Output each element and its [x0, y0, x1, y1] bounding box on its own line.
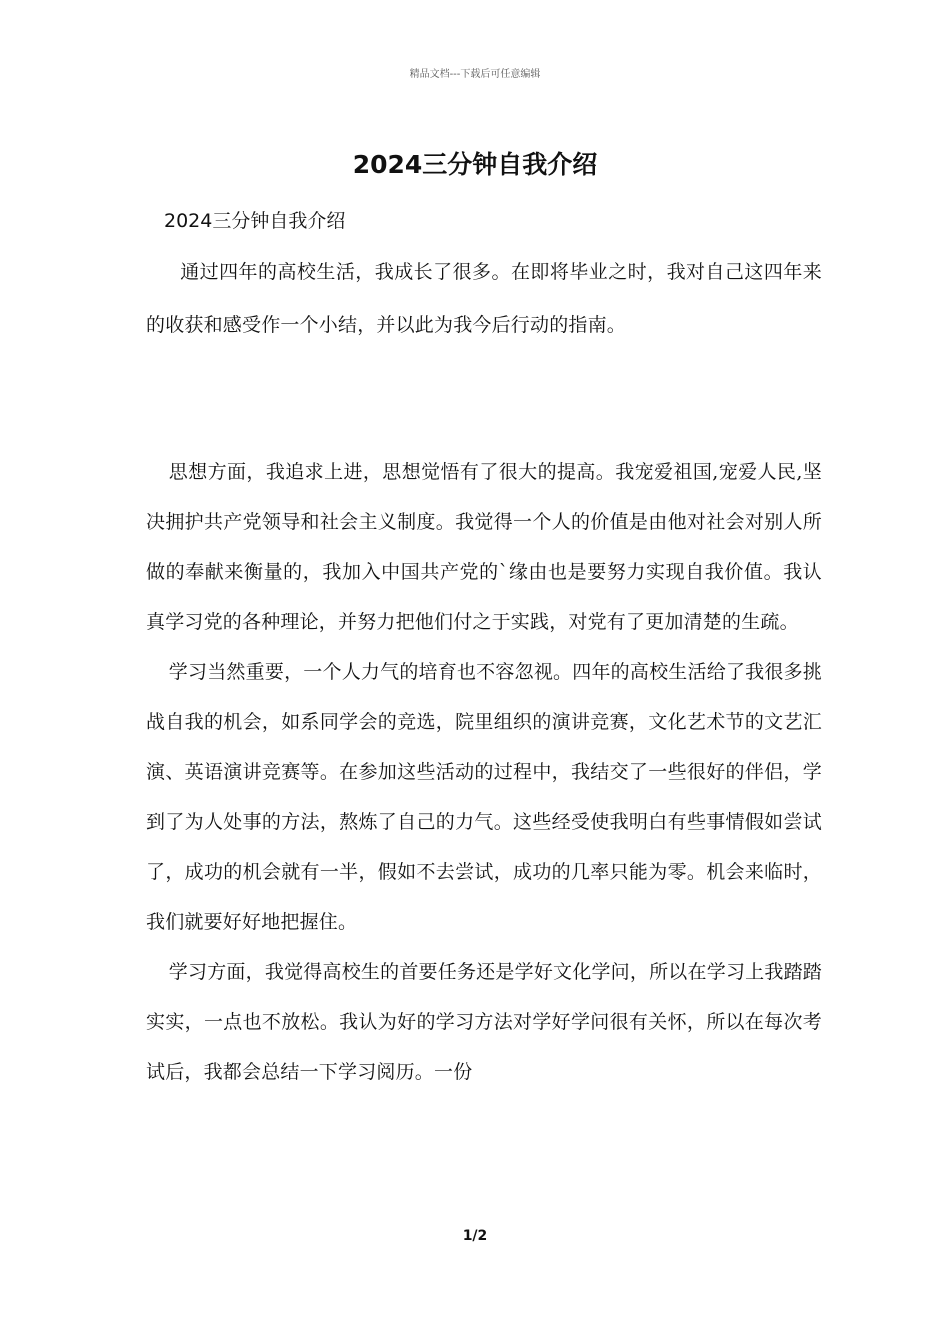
paragraph-thoughts: 思想方面，我追求上进，思想觉悟有了很大的提高。我宠爱祖国,宠爱人民,坚决拥护共产党领导和社会主义制度。我觉得一个人的价值是由他对社会对别人所做的奉献来衡量的，我加入中国共产党的`缘由也是要努力实现自我价值。我认真学习党的各种理论，并努力把他们付之于实践，对党有了更加清楚的生疏。 — [146, 461, 822, 633]
paragraph-intro: 通过四年的高校生活，我成长了很多。在即将毕业之时，我对自己这四年来的收获和感受作一个小结，并以此为我今后行动的指南。 — [146, 261, 822, 336]
paragraph-abilities: 学习当然重要，一个人力气的培育也不容忽视。四年的高校生活给了我很多挑战自我的机会，如系同学会的竞选，院里组织的演讲竞赛，文化艺术节的文艺汇演、英语演讲竞赛等。在参加这些活动的过程中，我结交了一些很好的伴侣，学到了为人处事的方法，熬炼了自己的力气。这些经受使我明白有些事情假如尝试了，成功的机会就有一半，假如不去尝试，成功的几率只能为零。机会来临时，我们就要好好地把握住。 — [146, 661, 822, 933]
main-body-section — [146, 447, 822, 1097]
intro-section — [146, 246, 822, 352]
page-header-note: 精品文档---下载后可任意编辑 — [409, 69, 541, 80]
document-subtitle: 2024三分钟自我介绍 — [164, 210, 346, 232]
document-title: 2024三分钟自我介绍 — [352, 150, 598, 179]
page-number: 1/2 — [462, 1228, 488, 1244]
paragraph-study: 学习方面，我觉得高校生的首要任务还是学好文化学问，所以在学习上我踏踏实实，一点也不放松。我认为好的学习方法对学好学问很有关怀，所以在每次考试后，我都会总结一下学习阅历。一份 — [146, 961, 822, 1083]
